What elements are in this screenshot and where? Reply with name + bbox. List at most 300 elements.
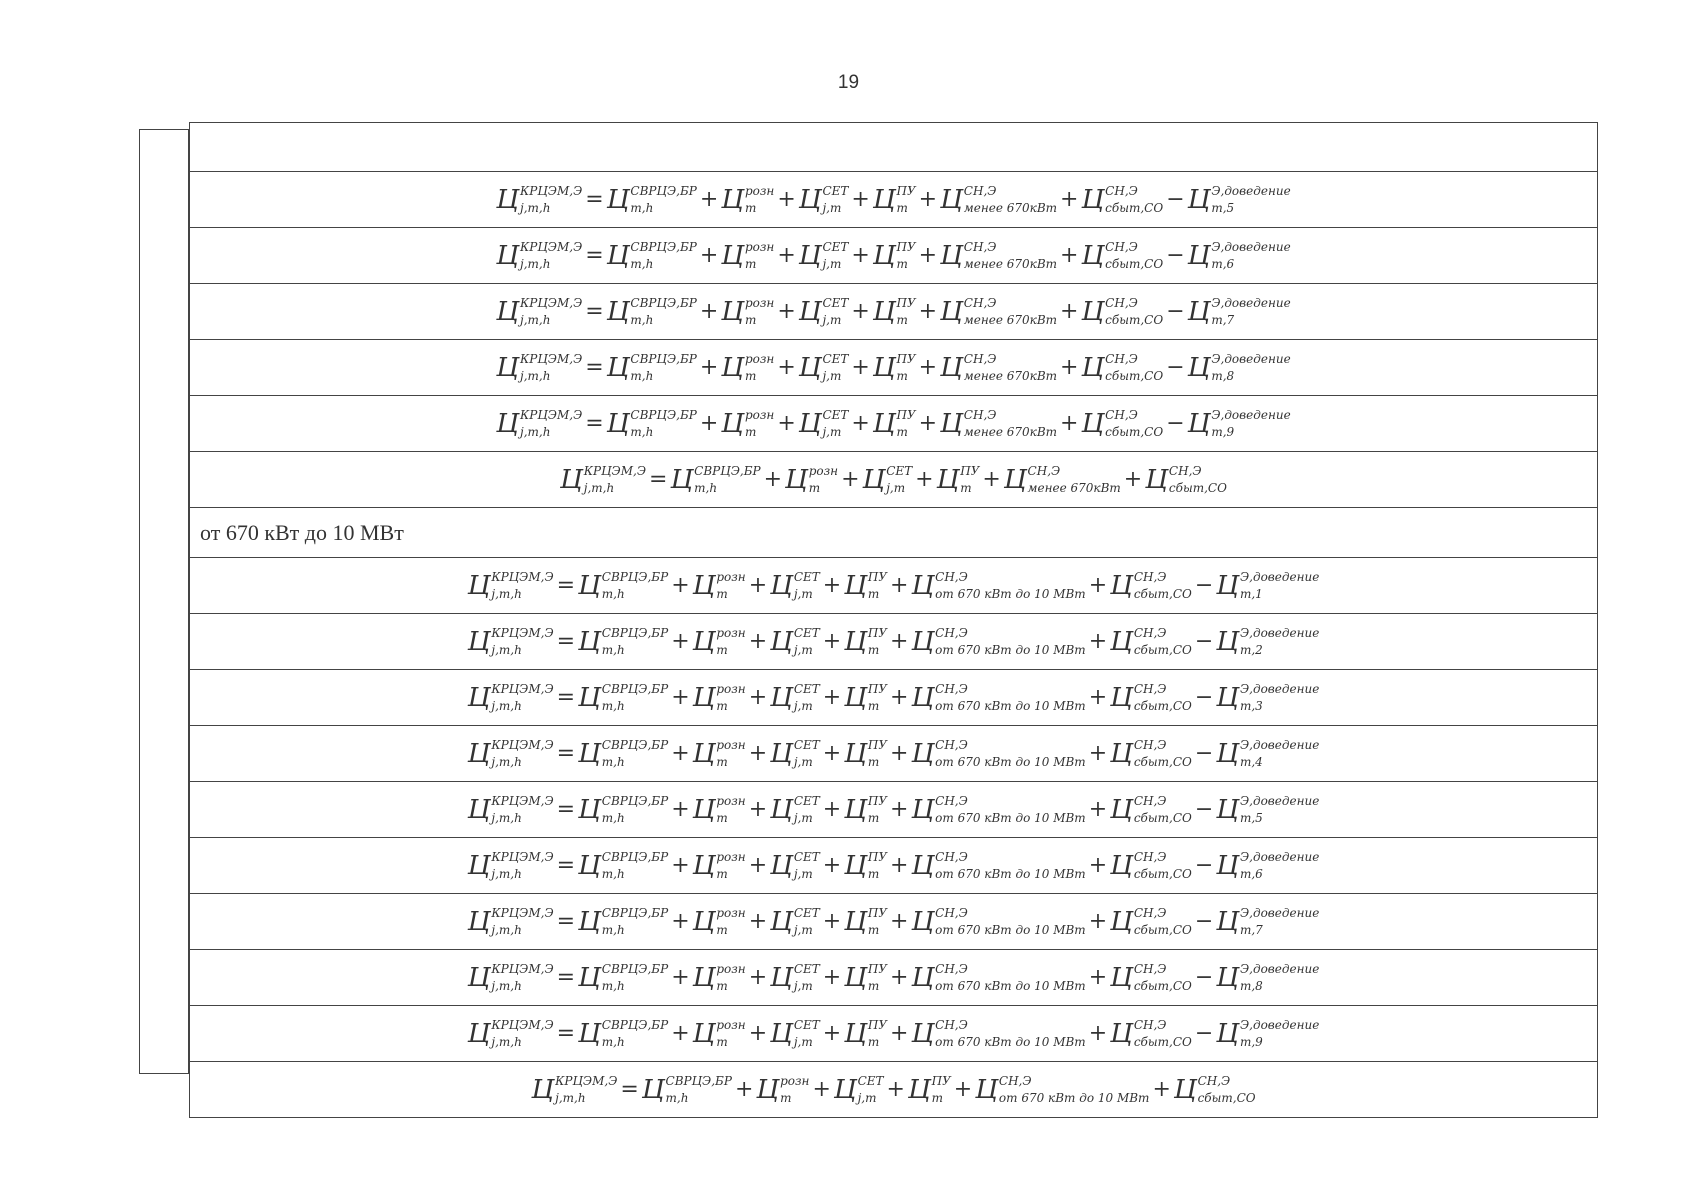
minus-sign: − (1194, 629, 1214, 654)
term-sn (911, 963, 1085, 992)
superscript: Э,доведение (1239, 737, 1320, 752)
term-sn (911, 1019, 1085, 1048)
term-set (770, 739, 820, 768)
equals-sign: = (556, 629, 576, 654)
superscript: СН,Э (963, 407, 997, 422)
superscript: СВРЦЭ,БР (630, 239, 697, 254)
subscript: m (744, 368, 757, 383)
term-rozn (693, 627, 746, 656)
symbol: Ц (844, 1018, 867, 1049)
superscript: СВРЦЭ,БР (630, 183, 697, 198)
superscript: КРЦЭМ,Э (519, 183, 583, 198)
superscript: ПУ (896, 183, 916, 198)
superscript: СВРЦЭ,БР (630, 295, 697, 310)
table-row (189, 614, 1598, 670)
term-set (770, 571, 820, 600)
subscript: менее 670кВт (963, 368, 1058, 383)
symbol: Ц (692, 570, 716, 601)
symbol: Ц (911, 626, 935, 657)
symbol: Ц (692, 738, 716, 769)
superscript: ПУ (867, 849, 888, 864)
term-sbyt (1081, 353, 1163, 382)
superscript: ПУ (867, 625, 888, 640)
subscript: m (867, 1034, 880, 1049)
symbol: Ц (798, 240, 822, 271)
formula-lhs (468, 1019, 554, 1048)
formula (468, 851, 1320, 880)
subscript: сбыт,СО (1133, 1034, 1192, 1049)
subscript: m,h (601, 1034, 625, 1049)
symbol: Ц (692, 682, 716, 713)
symbol: Ц (606, 296, 630, 327)
term-set (834, 1075, 884, 1104)
symbol: Ц (467, 850, 491, 881)
formula-lhs (468, 571, 554, 600)
plus-sign: + (886, 1077, 905, 1102)
plus-sign: + (1088, 685, 1108, 710)
plus-sign: + (890, 741, 909, 766)
symbol: Ц (1187, 184, 1211, 215)
subscript: менее 670кВт (963, 200, 1058, 215)
symbol: Ц (1216, 682, 1239, 713)
superscript: СВРЦЭ,БР (665, 1073, 732, 1088)
subscript: менее 670кВт (963, 424, 1058, 439)
superscript: Э,доведение (1239, 905, 1320, 920)
formula (468, 963, 1320, 992)
term-svrce (578, 683, 668, 712)
subscript: от 670 кВт до 10 МВт (935, 642, 1086, 657)
equals-sign: = (620, 1077, 639, 1102)
term-pu (873, 185, 916, 214)
superscript: розн (744, 407, 775, 422)
subscript: сбыт,СО (1133, 586, 1192, 601)
symbol: Ц (721, 184, 744, 215)
superscript: СЕТ (822, 295, 849, 310)
minus-sign: − (1166, 299, 1185, 324)
plus-sign: + (777, 243, 796, 268)
superscript: КРЦЭМ,Э (491, 569, 554, 584)
plus-sign: + (851, 187, 870, 212)
term-pu (844, 963, 887, 992)
superscript: ПУ (867, 1017, 888, 1032)
symbol: Ц (1187, 352, 1211, 383)
superscript: КРЦЭМ,Э (519, 239, 583, 254)
table-row (189, 782, 1598, 838)
table-row (189, 838, 1598, 894)
plus-sign: + (699, 411, 719, 436)
superscript: розн (716, 569, 746, 584)
plus-sign: + (748, 629, 768, 654)
symbol: Ц (844, 570, 867, 601)
plus-sign: + (748, 797, 768, 822)
symbol: Ц (1110, 626, 1133, 657)
subscript: j,m (793, 1034, 813, 1049)
superscript: СВРЦЭ,БР (694, 463, 761, 478)
formula (531, 1075, 1255, 1104)
subscript: сбыт,СО (1105, 256, 1164, 271)
superscript: КРЦЭМ,Э (583, 463, 647, 478)
formula (468, 739, 1320, 768)
superscript: СЕТ (822, 407, 849, 422)
table-row (189, 122, 1598, 172)
plus-sign: + (822, 741, 842, 766)
formula (496, 409, 1290, 438)
table-row (189, 670, 1598, 726)
subscript: j,m,h (491, 866, 522, 881)
subscript: m,3 (1239, 698, 1263, 713)
plus-sign: + (699, 299, 719, 324)
plus-sign: + (851, 411, 870, 436)
plus-sign: + (748, 1021, 768, 1046)
symbol: Ц (770, 1018, 793, 1049)
symbol: Ц (844, 738, 867, 769)
superscript: СН,Э (1197, 1073, 1231, 1088)
subscript: m,7 (1239, 922, 1263, 937)
plus-sign: + (918, 299, 938, 324)
formula-lhs (496, 241, 582, 270)
subscript: j,m (886, 480, 906, 495)
superscript: Э,доведение (1239, 569, 1320, 584)
subscript: m (780, 1090, 792, 1105)
superscript: розн (808, 463, 839, 478)
superscript: СВРЦЭ,БР (601, 737, 669, 752)
symbol: Ц (721, 352, 744, 383)
plus-sign: + (822, 685, 842, 710)
term-pu (844, 739, 887, 768)
section-label: от 670 кВт до 10 МВт (200, 519, 404, 545)
formula-lhs (496, 297, 582, 326)
plus-sign: + (1060, 243, 1079, 268)
subscript: j,m (857, 1090, 877, 1105)
term-pu (844, 1019, 887, 1048)
symbol: Ц (1110, 570, 1133, 601)
plus-sign: + (1088, 797, 1108, 822)
plus-sign: + (822, 965, 842, 990)
term-rozn (721, 185, 774, 214)
symbol: Ц (844, 682, 867, 713)
formula (496, 185, 1290, 214)
term-sbyt (1110, 851, 1192, 880)
plus-sign: + (822, 573, 842, 598)
term-rozn (721, 409, 774, 438)
minus-sign: − (1194, 797, 1214, 822)
subscript: m (867, 978, 880, 993)
symbol: Ц (578, 682, 601, 713)
superscript: Э,доведение (1239, 681, 1320, 696)
term-svrce (578, 627, 668, 656)
plus-sign: + (890, 965, 909, 990)
superscript: КРЦЭМ,Э (491, 737, 554, 752)
subscript: m (931, 1090, 944, 1105)
subscript: от 670 кВт до 10 МВт (935, 810, 1086, 825)
superscript: КРЦЭМ,Э (519, 351, 583, 366)
symbol: Ц (606, 184, 630, 215)
subscript: j,m (793, 754, 813, 769)
term-set (770, 795, 820, 824)
subscript: от 670 кВт до 10 МВт (935, 754, 1086, 769)
subscript: m,h (601, 978, 625, 993)
term-sbyt (1110, 1019, 1192, 1048)
minus-sign: − (1194, 741, 1214, 766)
superscript: ПУ (867, 681, 888, 696)
table-row (189, 950, 1598, 1006)
term-sn (911, 739, 1085, 768)
term-rozn (693, 739, 746, 768)
term-rozn (785, 465, 838, 494)
symbol: Ц (940, 184, 963, 215)
symbol: Ц (798, 408, 822, 439)
symbol: Ц (578, 794, 601, 825)
term-dovedenie (1216, 739, 1319, 768)
subscript: j,m,h (491, 922, 522, 937)
superscript: ПУ (867, 569, 888, 584)
table-row (189, 172, 1598, 228)
symbol: Ц (560, 464, 583, 495)
superscript: СН,Э (1133, 793, 1167, 808)
plus-sign: + (699, 187, 719, 212)
formula (468, 1019, 1320, 1048)
superscript: КРЦЭМ,Э (491, 849, 554, 864)
subscript: m (716, 866, 728, 881)
symbol: Ц (770, 626, 793, 657)
subscript: m (896, 256, 908, 271)
symbol: Ц (467, 962, 491, 993)
term-pu (844, 683, 887, 712)
subscript: m,h (630, 200, 654, 215)
subscript: m (960, 480, 972, 495)
equals-sign: = (556, 573, 576, 598)
symbol: Ц (911, 962, 935, 993)
superscript: СН,Э (935, 793, 968, 808)
superscript: СН,Э (1133, 849, 1167, 864)
subscript: m (867, 754, 880, 769)
term-sbyt (1081, 297, 1163, 326)
subscript: m (716, 642, 728, 657)
term-svrce (642, 1075, 732, 1104)
subscript: сбыт,СО (1197, 1090, 1256, 1105)
term-rozn (693, 851, 746, 880)
superscript: СН,Э (1105, 183, 1138, 198)
subscript: m (867, 586, 880, 601)
symbol: Ц (1110, 850, 1133, 881)
subscript: j,m,h (519, 256, 551, 271)
subscript: j,m (793, 698, 813, 713)
superscript: ПУ (896, 295, 916, 310)
term-sn (911, 907, 1085, 936)
symbol: Ц (467, 570, 491, 601)
plus-sign: + (953, 1077, 973, 1102)
symbol: Ц (692, 962, 716, 993)
subscript: m,h (601, 698, 625, 713)
plus-sign: + (822, 797, 842, 822)
superscript: КРЦЭМ,Э (519, 295, 583, 310)
symbol: Ц (692, 626, 716, 657)
symbol: Ц (911, 738, 935, 769)
symbol: Ц (467, 682, 491, 713)
term-dovedenie (1188, 241, 1291, 270)
subscript: m (716, 698, 728, 713)
symbol: Ц (844, 850, 867, 881)
superscript: СН,Э (998, 1073, 1032, 1088)
term-sn (940, 297, 1057, 326)
superscript: розн (716, 625, 746, 640)
equals-sign: = (556, 853, 576, 878)
subscript: m (896, 424, 908, 439)
minus-sign: − (1194, 573, 1214, 598)
formula (496, 241, 1290, 270)
superscript: СН,Э (935, 849, 968, 864)
plus-sign: + (671, 629, 690, 654)
formula-lhs (496, 409, 582, 438)
superscript: СЕТ (793, 737, 820, 752)
symbol: Ц (872, 184, 896, 215)
plus-sign: + (1060, 355, 1079, 380)
term-svrce (578, 739, 668, 768)
superscript: КРЦЭМ,Э (555, 1073, 618, 1088)
term-rozn (693, 571, 746, 600)
term-rozn (721, 297, 774, 326)
symbol: Ц (606, 408, 630, 439)
subscript: m,4 (1239, 754, 1263, 769)
symbol: Ц (1216, 738, 1239, 769)
term-pu (844, 851, 887, 880)
equals-sign: = (585, 299, 604, 324)
symbol: Ц (798, 352, 822, 383)
plus-sign: + (812, 1077, 831, 1102)
table-row (189, 284, 1598, 340)
superscript: розн (780, 1073, 810, 1088)
minus-sign: − (1166, 243, 1185, 268)
term-sn (911, 627, 1085, 656)
subscript: j,m (822, 424, 842, 439)
symbol: Ц (467, 738, 491, 769)
plus-sign: + (890, 909, 909, 934)
symbol: Ц (578, 906, 601, 937)
subscript: j,m,h (491, 810, 522, 825)
symbol: Ц (496, 408, 519, 439)
subscript: сбыт,СО (1105, 200, 1164, 215)
term-rozn (721, 241, 774, 270)
subscript: j,m (793, 866, 813, 881)
subscript: m (716, 1034, 728, 1049)
symbol: Ц (578, 626, 601, 657)
term-svrce (578, 1019, 668, 1048)
superscript: СЕТ (793, 1017, 820, 1032)
term-sbyt (1081, 241, 1163, 270)
plus-sign: + (918, 243, 938, 268)
table-rows (189, 122, 1598, 1118)
subscript: от 670 кВт до 10 МВт (935, 978, 1086, 993)
symbol: Ц (940, 408, 963, 439)
term-rozn (756, 1075, 809, 1104)
symbol: Ц (1187, 408, 1211, 439)
plus-sign: + (748, 741, 768, 766)
term-set (799, 297, 849, 326)
term-pu (844, 571, 887, 600)
subscript: m (716, 810, 728, 825)
symbol: Ц (692, 1018, 716, 1049)
term-set (770, 907, 820, 936)
subscript: m,h (630, 256, 654, 271)
subscript: m,h (601, 586, 625, 601)
subscript: m,8 (1239, 978, 1263, 993)
subscript: j,m,h (555, 1090, 586, 1105)
plus-sign: + (918, 411, 938, 436)
symbol: Ц (496, 240, 519, 271)
subscript: j,m,h (519, 312, 551, 327)
term-pu (873, 353, 916, 382)
equals-sign: = (556, 741, 576, 766)
plus-sign: + (1060, 411, 1079, 436)
subscript: j,m (793, 978, 813, 993)
subscript: m (867, 922, 880, 937)
subscript: m (716, 754, 728, 769)
superscript: СВРЦЭ,БР (630, 351, 697, 366)
plus-sign: + (890, 629, 909, 654)
symbol: Ц (872, 240, 896, 271)
term-rozn (693, 683, 746, 712)
symbol: Ц (1081, 408, 1105, 439)
term-svrce (607, 241, 697, 270)
symbol: Ц (911, 794, 935, 825)
superscript: розн (744, 183, 775, 198)
plus-sign: + (1088, 573, 1108, 598)
superscript: СН,Э (963, 295, 997, 310)
symbol: Ц (1216, 570, 1239, 601)
subscript: m (716, 922, 728, 937)
term-sn (911, 795, 1085, 824)
subscript: m (716, 978, 728, 993)
subscript: m,6 (1211, 256, 1235, 271)
term-set (799, 353, 849, 382)
subscript: m,8 (1211, 368, 1235, 383)
plus-sign: + (748, 909, 768, 934)
plus-sign: + (890, 853, 909, 878)
formula-table (139, 122, 1598, 1105)
symbol: Ц (770, 962, 793, 993)
plus-sign: + (699, 355, 719, 380)
plus-sign: + (777, 355, 796, 380)
plus-sign: + (777, 411, 796, 436)
term-dovedenie (1216, 851, 1319, 880)
plus-sign: + (1088, 629, 1108, 654)
symbol: Ц (833, 1074, 857, 1105)
superscript: розн (744, 239, 775, 254)
minus-sign: − (1194, 853, 1214, 878)
term-set (799, 241, 849, 270)
subscript: от 670 кВт до 10 МВт (935, 586, 1086, 601)
formula-lhs (468, 795, 554, 824)
subscript: сбыт,СО (1133, 922, 1192, 937)
plus-sign: + (918, 355, 938, 380)
formula (560, 465, 1227, 494)
term-sbyt (1145, 465, 1227, 494)
term-rozn (693, 1019, 746, 1048)
formula-lhs (468, 851, 554, 880)
subscript: j,m (822, 312, 842, 327)
symbol: Ц (844, 962, 867, 993)
subscript: j,m,h (519, 200, 551, 215)
superscript: розн (716, 905, 746, 920)
symbol: Ц (1081, 352, 1105, 383)
symbol: Ц (872, 408, 896, 439)
symbol: Ц (578, 850, 601, 881)
superscript: СН,Э (1133, 569, 1167, 584)
superscript: СВРЦЭ,БР (601, 793, 669, 808)
plus-sign: + (890, 573, 909, 598)
superscript: ПУ (931, 1073, 951, 1088)
subscript: m (867, 866, 880, 881)
